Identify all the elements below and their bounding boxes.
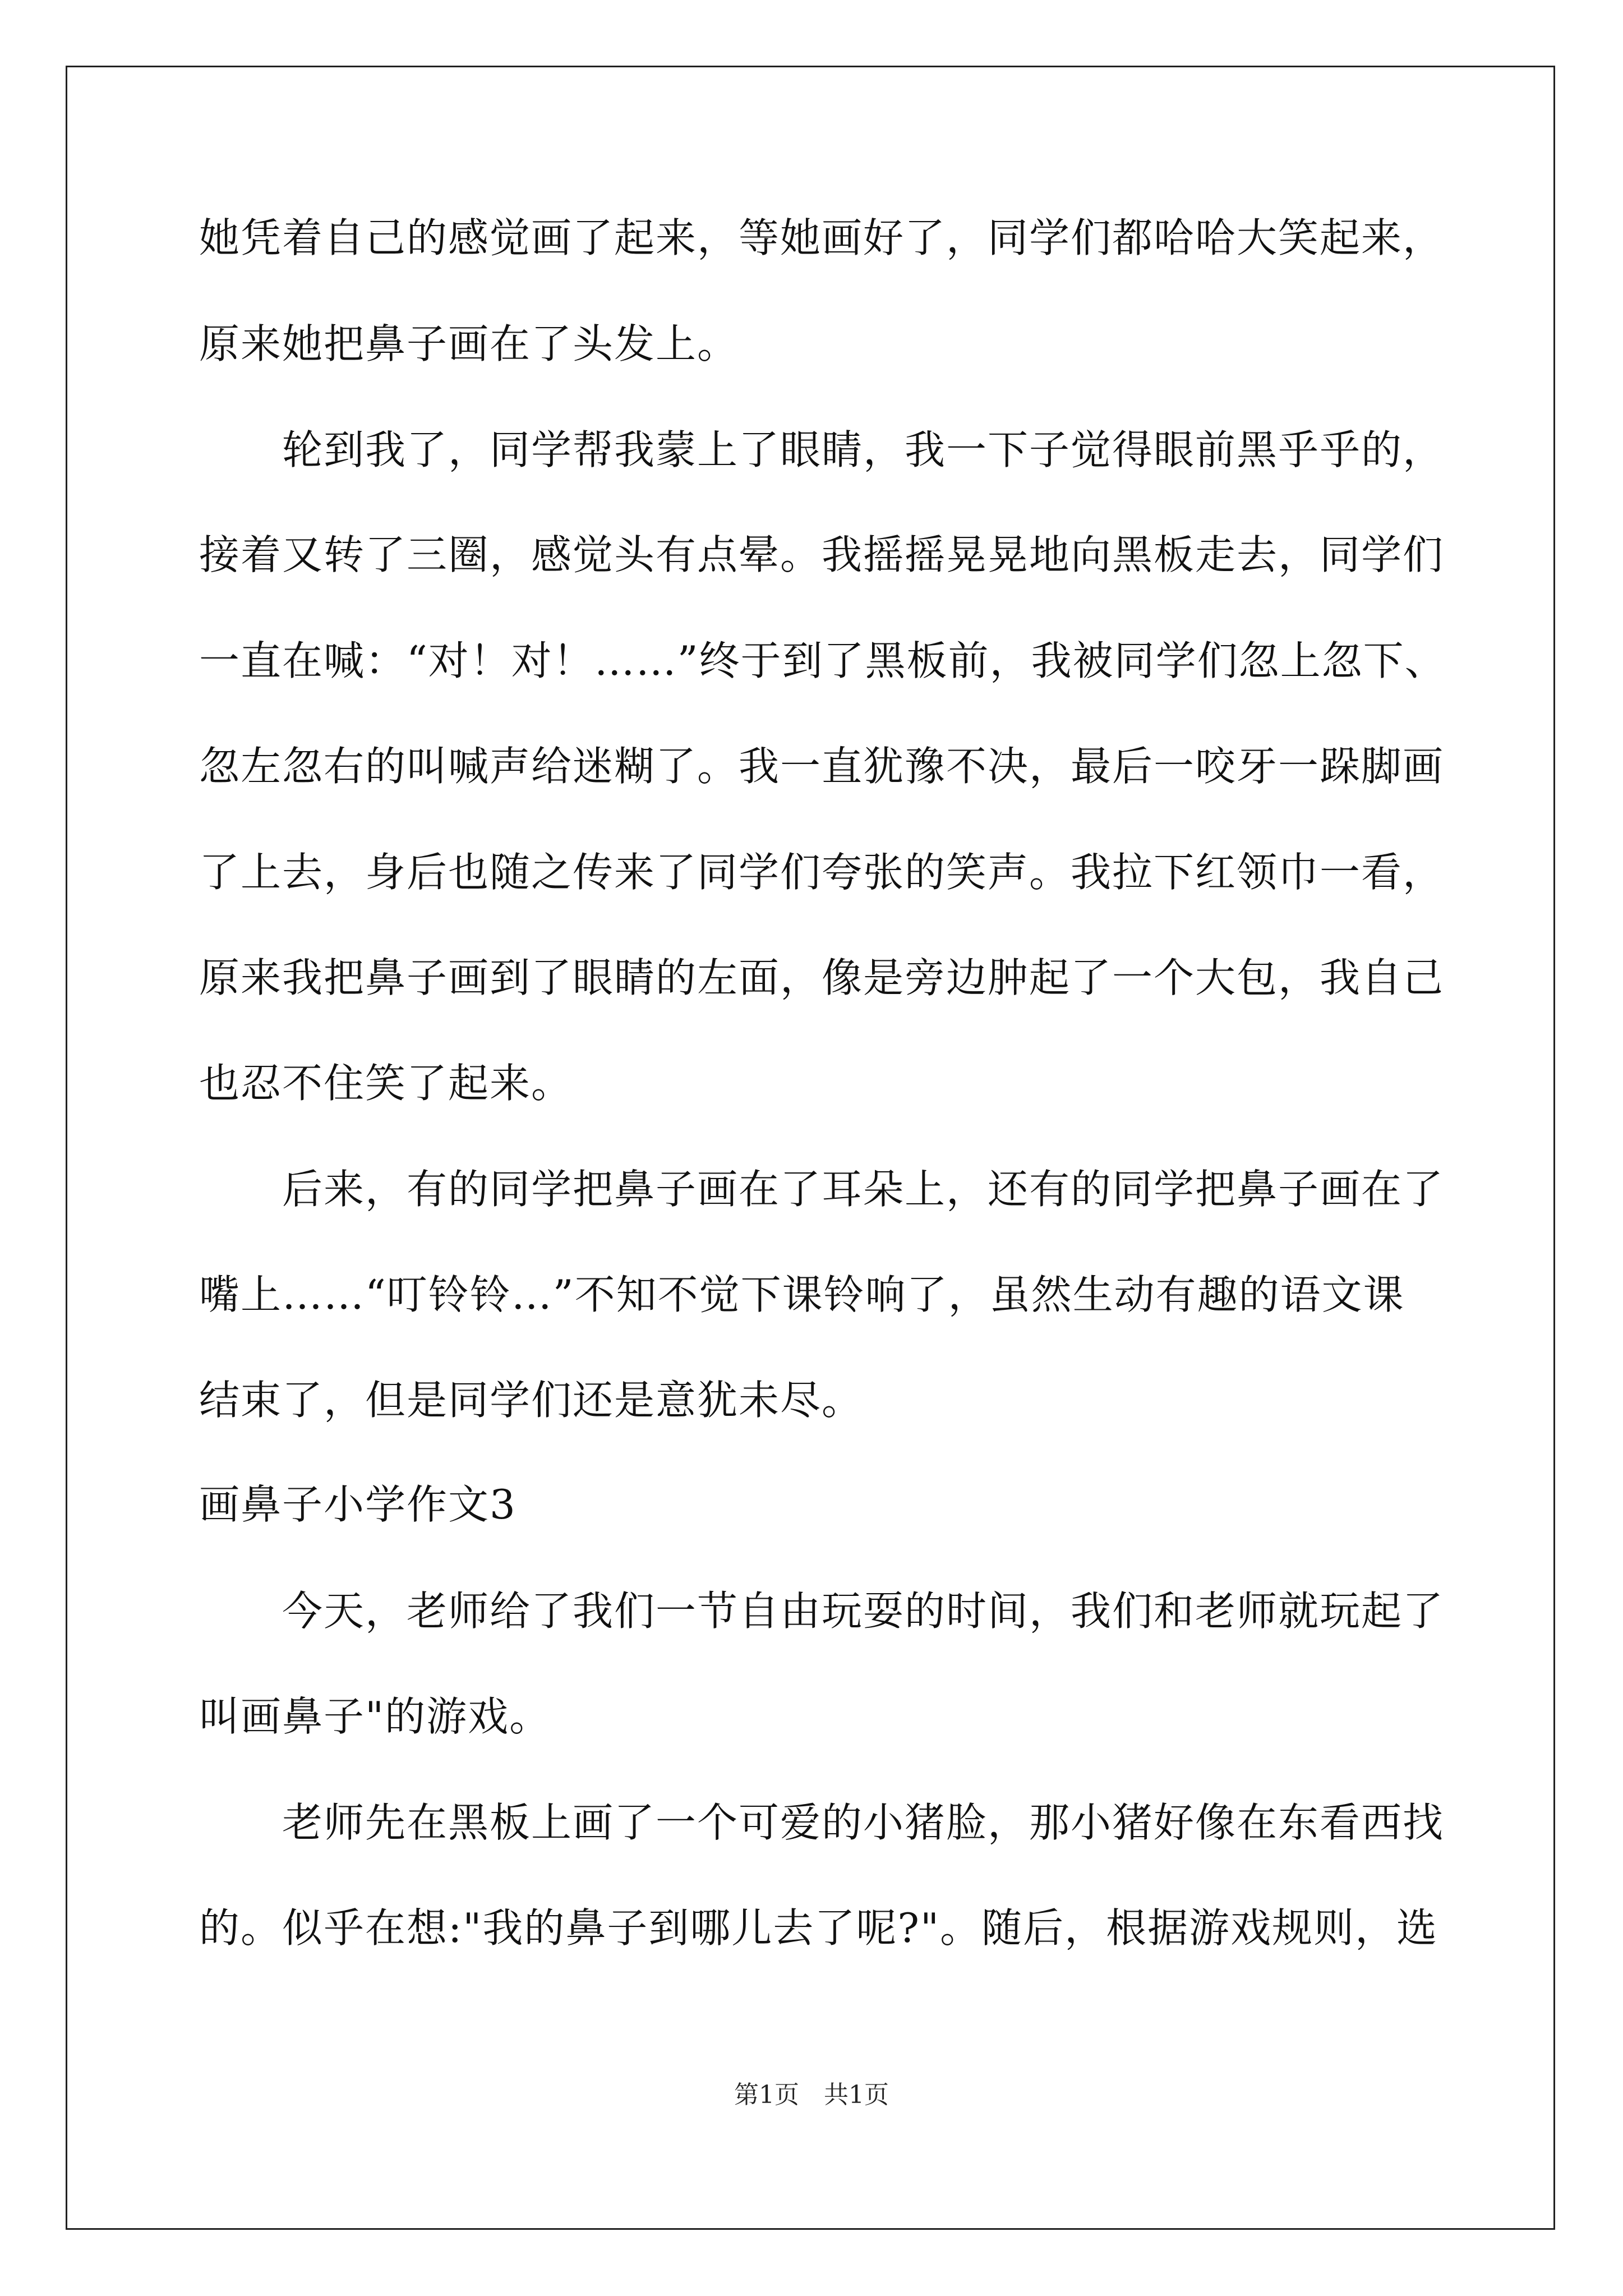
body-text-line: 也忍不住笑了起来。 — [199, 1060, 573, 1107]
body-text-line: 结束了，但是同学们还是意犹未尽。 — [199, 1377, 864, 1424]
body-text-line: 轮到我了，同学帮我蒙上了眼睛，我一下子觉得眼前黑乎乎的， — [199, 426, 1445, 473]
page-footer: 第1页 共1页 — [734, 2081, 889, 2109]
body-text-line: 的。似乎在想:"我的鼻子到哪儿去了呢?"。随后，根据游戏规则，选 — [199, 1904, 1438, 1952]
body-text-line: 了上去，身后也随之传来了同学们夸张的笑声。我拉下红领巾一看， — [199, 849, 1445, 896]
body-text-line: 原来我把鼻子画到了眼睛的左面，像是旁边肿起了一个大包，我自己 — [199, 954, 1445, 1001]
section-heading: 画鼻子小学作文3 — [199, 1481, 517, 1528]
body-text-line: 老师先在黑板上画了一个可爱的小猪脸，那小猪好像在东看西找 — [199, 1799, 1445, 1846]
body-text-line: 叫画鼻子"的游戏。 — [199, 1693, 551, 1740]
body-text-line: 后来，有的同学把鼻子画在了耳朵上，还有的同学把鼻子画在了 — [199, 1166, 1445, 1213]
body-text-line: 接着又转了三圈，感觉头有点晕。我摇摇晃晃地向黑板走去，同学们 — [199, 531, 1445, 578]
body-text-line: 忽左忽右的叫喊声给迷糊了。我一直犹豫不决，最后一咬牙一跺脚画 — [199, 743, 1445, 790]
body-text-line: 今天，老师给了我们一节自由玩耍的时间，我们和老师就玩起了 — [199, 1588, 1445, 1635]
body-text-line: 嘴上……“叮铃铃…”不知不觉下课铃响了，虽然生动有趣的语文课 — [199, 1271, 1405, 1318]
body-text-line: 她凭着自己的感觉画了起来，等她画好了，同学们都哈哈大笑起来， — [199, 214, 1445, 261]
body-text-line: 一直在喊：“对！对！……”终于到了黑板前，我被同学们忽上忽下、 — [199, 637, 1446, 684]
body-text-line: 原来她把鼻子画在了头发上。 — [199, 320, 739, 367]
